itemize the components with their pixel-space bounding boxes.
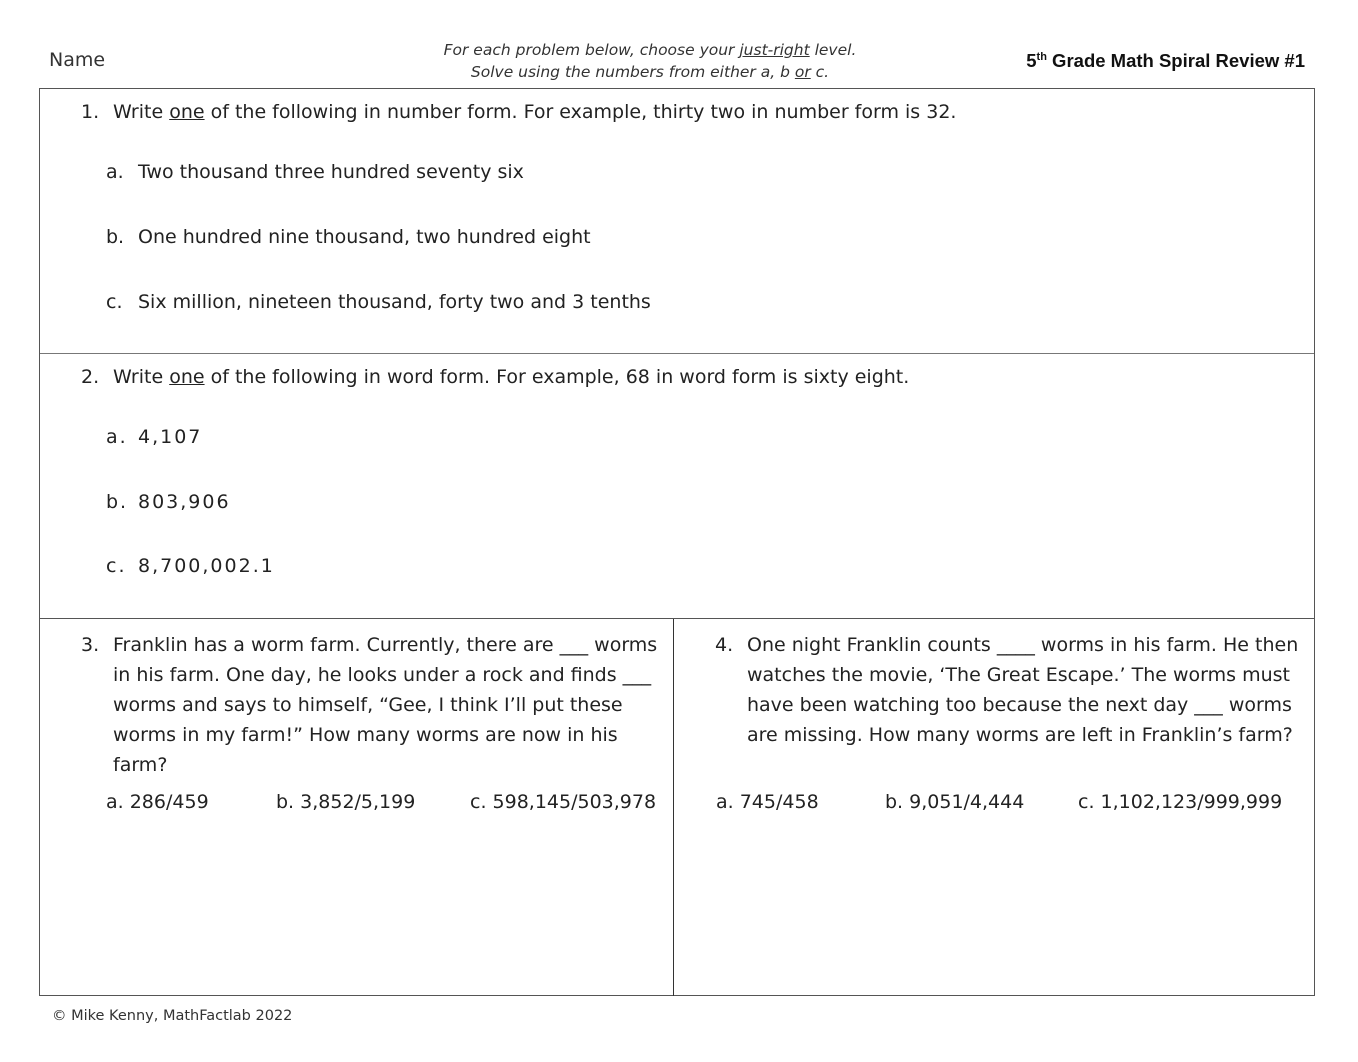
choice-c: c. 1,102,123/999,999 — [1078, 791, 1283, 813]
problem-number: 2. — [81, 366, 100, 388]
instructions-text: c. — [810, 63, 830, 81]
problem-4-text — [715, 630, 1307, 750]
instructions-emphasis: or — [794, 63, 811, 81]
instructions-line-1 — [400, 39, 900, 61]
choice-a: a. 745/458 — [716, 791, 819, 813]
problem-text: Franklin has a worm farm. Currently, there are ___ worms in his farm. One day, he looks under a rock and finds ___ worms and says to himself, “Gee, I think I’ll put these worms in my farm!” How many worms are now in his farm? — [113, 634, 658, 776]
title-text: Grade Math Spiral Review #1 — [1046, 50, 1305, 71]
problem-2-option-c — [106, 555, 275, 577]
title-grade-suffix: th — [1036, 51, 1047, 63]
problem-1-option-a — [106, 161, 524, 183]
problem-3-cell — [40, 619, 674, 996]
problem-number: 3. — [81, 634, 100, 656]
word-problems-section — [40, 619, 1314, 996]
instructions-line-2 — [400, 61, 900, 83]
problem-1-section — [40, 89, 1314, 354]
problem-4-cell — [674, 619, 1315, 996]
problem-1-option-c — [106, 291, 651, 313]
instructions-text: Solve using the numbers from either a, b — [470, 63, 795, 81]
page-title — [1026, 50, 1305, 72]
option-text: 803,906 — [138, 491, 231, 513]
option-text: Two thousand three hundred seventy six — [138, 161, 524, 183]
problem-2-option-b — [106, 491, 231, 513]
copyright-footer: © Mike Kenny, MathFactlab 2022 — [52, 1008, 293, 1024]
option-letter: b. — [106, 491, 129, 513]
prompt-text: Write — [113, 366, 170, 388]
option-letter: c. — [106, 291, 123, 313]
problem-1-prompt — [81, 101, 956, 123]
prompt-text: of the following in word form. For example, 68 in word form is sixty eight. — [204, 366, 910, 388]
problem-grid — [39, 88, 1315, 996]
name-label: Name — [49, 49, 106, 71]
problem-number: 4. — [715, 634, 734, 656]
problem-2-section — [40, 354, 1314, 619]
choice-b: b. 9,051/4,444 — [885, 791, 1025, 813]
instructions — [400, 39, 900, 83]
option-text: One hundred nine thousand, two hundred eight — [138, 226, 591, 248]
prompt-text: of the following in number form. For example, thirty two in number form is 32. — [204, 101, 957, 123]
problem-number: 1. — [81, 101, 100, 123]
option-text: 8,700,002.1 — [138, 555, 275, 577]
problem-1-option-b — [106, 226, 591, 248]
choice-a: a. 286/459 — [106, 791, 209, 813]
choice-c: c. 598,145/503,978 — [470, 791, 657, 813]
option-text: 4,107 — [138, 426, 203, 448]
option-letter: b. — [106, 226, 125, 248]
problem-2-option-a — [106, 426, 202, 448]
option-text: Six million, nineteen thousand, forty two and 3 tenths — [138, 291, 651, 313]
choice-b: b. 3,852/5,199 — [276, 791, 416, 813]
instructions-emphasis: just-right — [739, 41, 810, 59]
option-letter: a. — [106, 426, 128, 448]
title-grade-number: 5 — [1026, 50, 1037, 71]
prompt-emphasis: one — [169, 366, 205, 388]
instructions-text: For each problem below, choose your — [443, 41, 740, 59]
prompt-emphasis: one — [169, 101, 205, 123]
option-letter: c. — [106, 555, 127, 577]
prompt-text: Write — [113, 101, 170, 123]
problem-text: One night Franklin counts ____ worms in his farm. He then watches the movie, ‘The Great Escape.’ The worms must have been watching too because the next day ___ worms are missing. How many worms are left in Franklin’s farm? — [747, 634, 1299, 746]
option-letter: a. — [106, 161, 124, 183]
problem-3-text — [81, 630, 673, 780]
problem-2-prompt — [81, 366, 909, 388]
instructions-text: level. — [809, 41, 857, 59]
